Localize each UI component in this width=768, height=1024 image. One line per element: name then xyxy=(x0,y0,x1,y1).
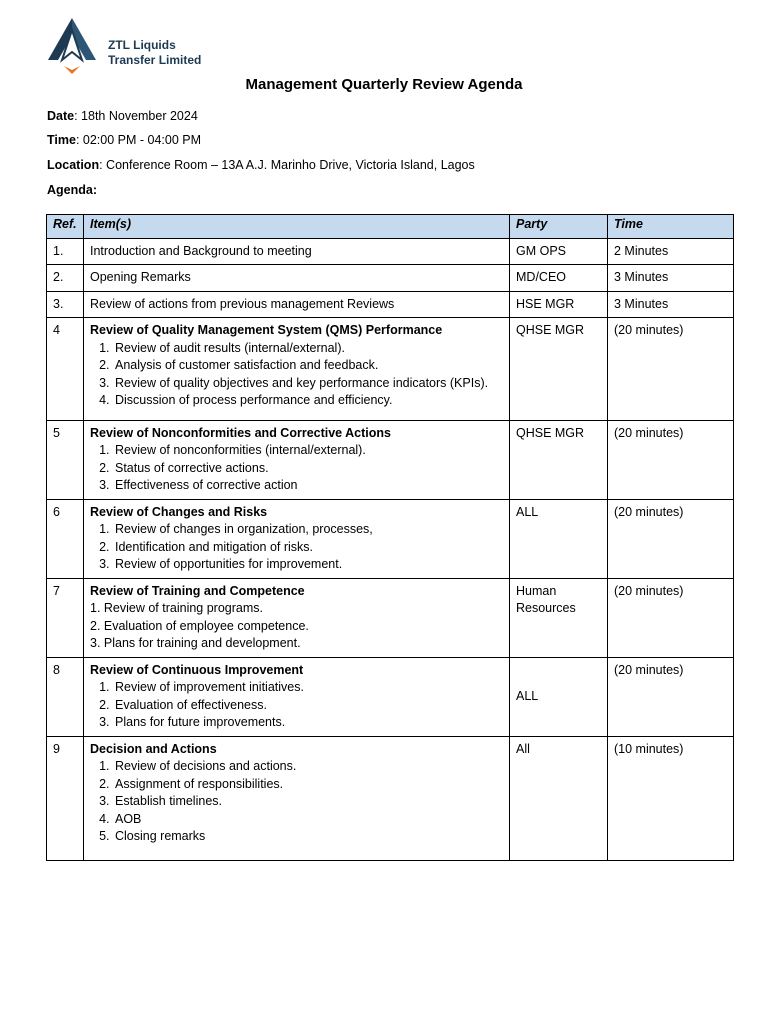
row-item xyxy=(84,736,510,860)
list-item: 4. Discussion of process performance and efficiency. xyxy=(113,392,503,410)
row-party: ALL xyxy=(510,499,608,578)
table-row xyxy=(47,318,734,421)
row-item xyxy=(84,657,510,736)
row-time: (10 minutes) xyxy=(608,736,734,860)
list-item: 2. Assignment of responsibilities. xyxy=(113,776,503,794)
table-row xyxy=(47,499,734,578)
row-time: (20 minutes) xyxy=(608,318,734,421)
logo-text xyxy=(108,38,201,68)
table-row xyxy=(47,238,734,265)
table-row xyxy=(47,420,734,499)
row-ref: 7 xyxy=(47,578,84,657)
row-item xyxy=(84,578,510,657)
list-item: 1. Review of audit results (internal/external). xyxy=(113,340,503,358)
table-row xyxy=(47,736,734,860)
row-time: (20 minutes) xyxy=(608,657,734,736)
party-line: Human xyxy=(516,583,557,598)
header-time: Time xyxy=(608,215,734,239)
list-item: 1. Review of decisions and actions. xyxy=(113,758,503,776)
list-item: 1. Review of nonconformities (internal/external). xyxy=(113,442,503,460)
list-item: 1. Review of changes in organization, processes, xyxy=(113,521,503,539)
row-time: 2 Minutes xyxy=(608,238,734,265)
row-party: ALL xyxy=(510,657,608,736)
row-ref: 5 xyxy=(47,420,84,499)
list-item: 3. Plans for training and development. xyxy=(90,636,301,650)
section-title: Decision and Actions xyxy=(90,741,217,756)
list-item: 3. Review of opportunities for improvement. xyxy=(113,556,503,574)
logo-line-2: Transfer Limited xyxy=(108,53,202,67)
row-ref: 9 xyxy=(47,736,84,860)
row-ref: 3. xyxy=(47,291,84,318)
page-title: Management Quarterly Review Agenda xyxy=(245,76,523,93)
date-value: : 18th November 2024 xyxy=(74,109,198,123)
row-time: (20 minutes) xyxy=(608,420,734,499)
list-item: 5. Closing remarks xyxy=(113,828,503,846)
header-party: Party xyxy=(510,215,608,239)
time-value: : 02:00 PM - 04:00 PM xyxy=(75,133,202,147)
list-item: 2. Analysis of customer satisfaction and feedback. xyxy=(113,357,503,375)
section-title: Review of Nonconformities and Corrective Actions xyxy=(90,425,391,440)
row-time: 3 Minutes xyxy=(608,265,734,292)
location-label: Location xyxy=(47,158,100,172)
list-item: 2. Evaluation of effectiveness. xyxy=(113,697,503,715)
row-time: (20 minutes) xyxy=(608,499,734,578)
header-ref: Ref. xyxy=(47,215,84,239)
section-title: Review of Continuous Improvement xyxy=(90,662,304,677)
row-item xyxy=(84,499,510,578)
row-party: All xyxy=(510,736,608,860)
list-item: 1. Review of improvement initiatives. xyxy=(113,679,503,697)
meta-location xyxy=(47,158,475,172)
row-party: QHSE MGR xyxy=(510,318,608,421)
list-item: 3. Plans for future improvements. xyxy=(113,714,503,732)
row-item: Introduction and Background to meeting xyxy=(84,238,510,265)
row-party xyxy=(510,578,608,657)
agenda-table xyxy=(46,214,734,861)
list-item: 3. Review of quality objectives and key performance indicators (KPIs). xyxy=(113,375,503,393)
row-ref: 2. xyxy=(47,265,84,292)
row-item: Review of actions from previous management Reviews xyxy=(84,291,510,318)
section-title: Review of Training and Competence xyxy=(90,583,305,598)
section-points xyxy=(90,340,503,410)
agenda-label: Agenda: xyxy=(47,183,97,197)
row-ref: 1. xyxy=(47,238,84,265)
meta-agenda xyxy=(47,183,97,197)
row-party: GM OPS xyxy=(510,238,608,265)
list-item: 3. Establish timelines. xyxy=(113,793,503,811)
section-points xyxy=(90,679,503,732)
logo-mark-icon xyxy=(44,16,104,78)
company-logo xyxy=(44,16,214,78)
section-title: Review of Quality Management System (QMS) Performance xyxy=(90,323,443,337)
list-item: 2. Evaluation of employee competence. xyxy=(90,618,309,633)
table-row xyxy=(47,265,734,292)
section-points xyxy=(90,600,503,653)
meta-date xyxy=(47,109,198,123)
time-label: Time xyxy=(47,133,76,147)
table-row xyxy=(47,291,734,318)
row-ref: 8 xyxy=(47,657,84,736)
list-item: 3. Effectiveness of corrective action xyxy=(113,477,503,495)
section-title: Review of Changes and Risks xyxy=(90,504,268,519)
row-time: 3 Minutes xyxy=(608,291,734,318)
row-ref: 4 xyxy=(47,318,84,421)
table-header-row xyxy=(47,215,734,239)
date-label: Date xyxy=(47,109,75,123)
list-item: 2. Identification and mitigation of risks. xyxy=(113,539,503,557)
location-value: : Conference Room – 13A A.J. Marinho Drive, Victoria Island, Lagos xyxy=(99,158,475,172)
row-ref: 6 xyxy=(47,499,84,578)
logo-line-1: ZTL Liquids xyxy=(108,38,176,52)
meta-time xyxy=(47,133,201,147)
header-items: Item(s) xyxy=(84,215,510,239)
row-party: HSE MGR xyxy=(510,291,608,318)
table-row xyxy=(47,578,734,657)
list-item: 4. AOB xyxy=(113,811,503,829)
row-time: (20 minutes) xyxy=(608,578,734,657)
row-item xyxy=(84,420,510,499)
row-party: QHSE MGR xyxy=(510,420,608,499)
section-points xyxy=(90,442,503,495)
row-item xyxy=(84,318,510,421)
row-party: MD/CEO xyxy=(510,265,608,292)
list-item: 1. Review of training programs. xyxy=(90,601,263,615)
section-points xyxy=(90,758,503,846)
party-line: Resources xyxy=(516,601,576,615)
table-row xyxy=(47,657,734,736)
list-item: 2. Status of corrective actions. xyxy=(113,460,503,478)
section-points xyxy=(90,521,503,574)
row-item: Opening Remarks xyxy=(84,265,510,292)
